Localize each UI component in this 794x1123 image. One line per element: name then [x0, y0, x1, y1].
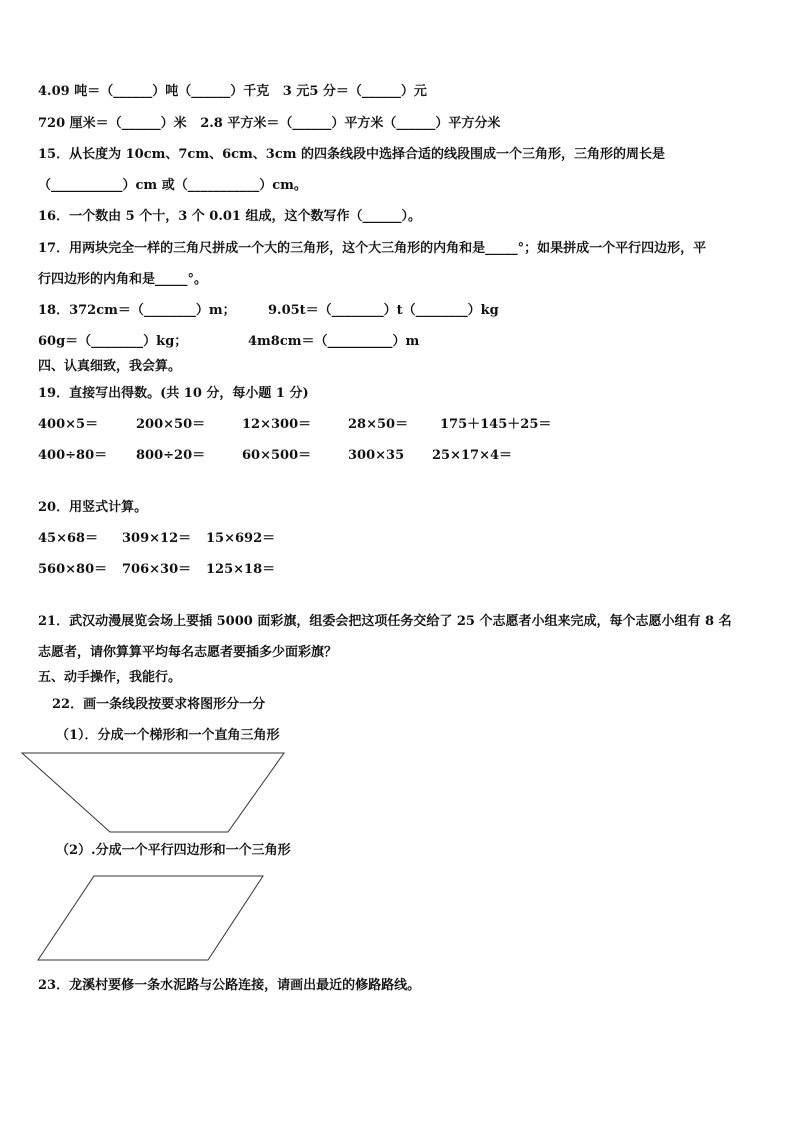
- q18-item-a: 18．372cm＝（________）m；: [38, 303, 236, 318]
- q20-row1-item: 45×68＝: [38, 531, 99, 546]
- q20-row2-item: 560×80＝: [38, 562, 108, 577]
- q22-title: 22．画一条线段按要求将图形分一分: [52, 697, 266, 712]
- q22-part1-label: （1）．分成一个梯形和一个直角三角形: [56, 728, 280, 743]
- q20-row2-item: 125×18＝: [206, 562, 276, 577]
- q21-line1: 21．武汉动漫展览会场上要插 5000 面彩旗，组委会把这项任务交给了 25 个志愿者小组来完成，每个志愿小组有 8 名: [38, 614, 732, 629]
- q23-line1: 23．龙溪村要修一条水泥路与公路连接，请画出最近的修路路线。: [38, 978, 421, 993]
- q19-title: 19．直接写出得数。(共 10 分，每小题 1 分): [38, 386, 309, 401]
- q17-line1: 17．用两块完全一样的三角尺拼成一个大的三角形，这个大三角形的内角和是_____°；如果拼成一个平行四边形，平: [38, 241, 707, 256]
- q19-row2-item: 800÷20＝: [136, 448, 206, 463]
- q14-line2: 720 厘米＝（______）米 2.8 平方米＝（______）平方米（______）平方分米: [38, 116, 501, 131]
- q19-row2-item: 400÷80＝: [38, 448, 108, 463]
- q18-item-b: 9.05t＝（________）t（________）kg: [268, 303, 499, 318]
- q15-line2: （___________）cm 或（___________）cm。: [38, 178, 307, 193]
- q20-row1-item: 15×692＝: [206, 531, 276, 546]
- q20-row1-item: 309×12＝: [122, 531, 192, 546]
- trapezoid-figure: [22, 753, 284, 832]
- section5-heading: 五、动手操作，我能行。: [38, 670, 182, 685]
- q19-row2-item: 300×35: [348, 448, 405, 463]
- q20-row2-item: 706×30＝: [122, 562, 192, 577]
- q19-row2-item: 60×500＝: [242, 448, 312, 463]
- q20-title: 20．用竖式计算。: [38, 500, 148, 515]
- q19-row1-item: 200×50＝: [136, 417, 206, 432]
- q14-line1: 4.09 吨＝（______）吨（______）千克 3 元5 分＝（______）元: [38, 84, 427, 99]
- parallelogram-figure: [38, 876, 263, 960]
- q21-line2: 志愿者，请你算算平均每名志愿者要插多少面彩旗？: [38, 645, 338, 660]
- q19-row1-item: 12×300＝: [242, 417, 312, 432]
- q19-row1-item: 28×50＝: [348, 417, 409, 432]
- q18-item-c: 60g＝（________）kg；: [38, 334, 188, 349]
- q19-row2-item: 25×17×4＝: [432, 448, 513, 463]
- q19-row1-item: 400×5＝: [38, 417, 99, 432]
- q16-line1: 16．一个数由 5 个十，3 个 0.01 组成，这个数写作（______）。: [38, 209, 421, 224]
- q17-line2: 行四边形的内角和是_____°。: [38, 272, 208, 287]
- section4-heading: 四、认真细致，我会算。: [38, 359, 182, 374]
- q15-line1: 15．从长度为 10cm、7cm、6cm、3cm 的四条线段中选择合适的线段围成一个三角形，三角形的周长是: [38, 147, 666, 162]
- q18-item-d: 4m8cm＝（__________）m: [248, 334, 420, 349]
- q22-part2-label: （2）.分成一个平行四边形和一个三角形: [56, 843, 291, 858]
- q19-row1-item: 175＋145＋25＝: [440, 417, 552, 432]
